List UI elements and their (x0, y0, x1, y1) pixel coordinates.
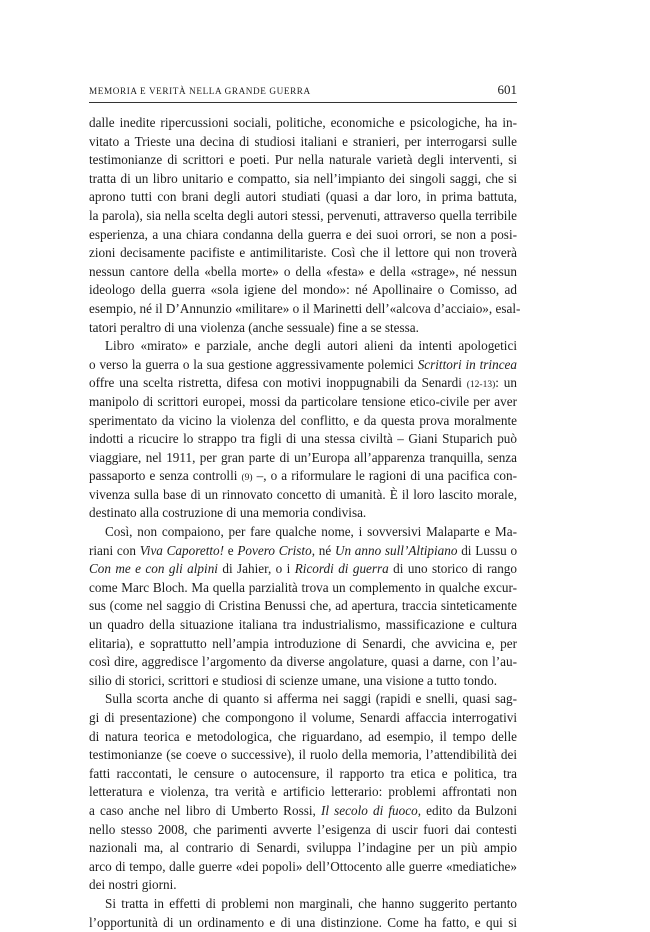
text-segment: di natura teorica e metodologica, che riguardano, ad esempio, il tempo delle (89, 728, 517, 744)
text-segment: riani con (89, 542, 140, 558)
text-segment: la parola), sia nella scelta degli autori stessi, pervenuti, attraverso quella terribile (89, 207, 517, 223)
text-segment: a caso anche nel libro di Umberto Rossi, (89, 802, 321, 818)
text-line (89, 114, 517, 133)
text-line (89, 319, 517, 338)
text-segment: esempio, né il D’Annunzio «militare» o il Marinetti dell’«alcova d’acciaio», esal- (89, 300, 521, 316)
text-segment: elitaria), e soprattutto nell’ampia introduzione di Senardi, che avvicina e, per (89, 635, 517, 651)
text-segment: e (224, 542, 238, 558)
text-line (89, 226, 517, 245)
text-line (89, 374, 517, 393)
text-line (89, 356, 517, 375)
text-line (89, 616, 517, 635)
text-line (89, 690, 517, 709)
text-segment: aprono tutti con brani degli autori studiati (quasi a dar loro, in prima battuta, (89, 189, 517, 205)
text-line (89, 207, 517, 226)
text-line (89, 597, 517, 616)
running-title: MEMORIA E VERITÀ NELLA GRANDE GUERRA (89, 86, 311, 96)
page-number: 601 (497, 82, 517, 97)
text-segment: così dire, aggredisce l’argomento da diverse angolature, quasi a darne, con l’au- (89, 654, 517, 670)
body-text (89, 114, 521, 932)
text-segment: l’opportunità di un ordinamento e di una distinzione. Come ha fatto, e qui si (89, 914, 517, 930)
text-line (89, 244, 517, 263)
text-segment: nazionali ma, al contrario di Senardi, sviluppa l’indagine per un più ampio (89, 840, 517, 856)
italic-title: Con me e con gli alpini (89, 561, 218, 577)
text-segment: –, o a riformulare le ragioni di una pacifica con- (252, 468, 517, 484)
text-segment: , né (311, 542, 335, 558)
text-line (89, 802, 517, 821)
italic-title: Un anno sull’Altipiano (334, 542, 458, 558)
text-segment: nello stesso 2008, che parimenti avverte l’esigenza di uscir fuori dai contesti (89, 821, 517, 837)
text-line (89, 393, 517, 412)
text-line (89, 858, 517, 877)
text-segment: offre una scelta ristretta, difesa con motivi inoppugnabili da Senardi (89, 375, 467, 391)
page-reference: (9) (241, 473, 253, 484)
text-line (89, 746, 517, 765)
text-line (89, 523, 517, 542)
text-segment: tatori peraltro di una violenza (anche sessuale) fine a se stessa. (89, 319, 419, 335)
text-line (89, 337, 517, 356)
text-line (89, 467, 517, 486)
text-line (89, 635, 517, 654)
text-line (89, 170, 517, 189)
text-segment: manipolo di scrittori europei, mossi da particolare tensione etico-civile per aver (89, 393, 517, 409)
text-segment: Così, non compaiono, per fare qualche nome, i sovversivi Malaparte e Ma- (105, 524, 517, 540)
text-line (89, 486, 517, 505)
text-line (89, 133, 517, 152)
text-line (89, 560, 517, 579)
text-segment: o verso la guerra o la sua gestione aggressivamente polemici (89, 356, 418, 372)
text-segment: testimonianze (se coeve o successive), il ruolo della memoria, l’attendibilità dei (89, 747, 517, 763)
text-segment: : un (495, 375, 517, 391)
text-segment: , edito da Bulzoni (417, 802, 517, 818)
text-segment: sus (come nel saggio di Cristina Benussi che, ad apertura, traccia sinteticamente (89, 598, 517, 614)
text-segment: Sulla scorta anche di quanto si afferma nei saggi (rapidi e snelli, quasi sag- (105, 691, 517, 707)
text-line (89, 839, 517, 858)
text-segment: tratta di un libro unitario e compatto, sia nell’impianto dei singoli saggi, che si (89, 170, 517, 186)
text-segment: vitato a Trieste una decina di studiosi italiani e stranieri, per interrogarsi sulle (89, 133, 517, 149)
italic-title: Ricordi di guerra (294, 561, 389, 577)
italic-title: Povero Cristo (237, 542, 312, 558)
text-segment: fatti raccontati, le censure o autocensure, il rapporto tra etica e politica, tra (89, 765, 517, 781)
text-segment: dalle inedite ripercussioni sociali, politiche, economiche e psicologiche, ha in- (89, 115, 517, 130)
text-segment: letteratura e violenza, tra verità e artificio letterario: problemi affrontati non (89, 784, 517, 800)
text-segment: zioni decisamente pacifiste e antimilitariste. Così che il lettore qui non troverà (89, 245, 517, 261)
text-line (89, 263, 517, 282)
page-reference: (12-13) (466, 380, 496, 391)
text-segment: Libro «mirato» e parziale, anche degli autori alieni da intenti apologetici (105, 338, 517, 354)
text-segment: nessun cantore della «bella morte» o della «festa» e della «strage», né nessun (89, 263, 517, 279)
text-line (89, 281, 517, 300)
text-line (89, 709, 517, 728)
text-segment: arco di tempo, dalle guerre «dei popoli» dell’Ottocento alle guerre «mediatiche» (89, 858, 517, 874)
text-line (89, 412, 517, 431)
text-line (89, 653, 517, 672)
text-line (89, 821, 517, 840)
running-header (89, 80, 517, 103)
italic-title: Scrittori in trincea (417, 356, 517, 372)
text-line (89, 876, 517, 895)
text-line (89, 895, 517, 914)
text-line (89, 914, 517, 932)
text-line (89, 728, 517, 747)
text-segment: sperimentato da vicino la violenza del conflitto, e da questa prova moralmente (89, 412, 517, 428)
text-line (89, 300, 521, 319)
text-line (89, 430, 517, 449)
text-segment: di Lussu o (457, 542, 518, 558)
text-line (89, 765, 517, 784)
text-segment: destinato alla costruzione di una memoria condivisa. (89, 505, 367, 521)
text-line (89, 579, 517, 598)
text-segment: passaporto e senza controlli (89, 468, 242, 484)
text-segment: indotti a ricucire lo strappo tra figli di una stessa civiltà – Giani Stuparich può (89, 431, 517, 447)
text-segment: di uno storico di rango (388, 561, 517, 577)
text-line (89, 449, 517, 468)
text-segment: vivenza sulla base di un rinnovato concetto di umanità. È il loro lascito morale, (89, 486, 517, 502)
text-line (89, 504, 517, 523)
text-segment: dei nostri giorni. (89, 877, 177, 893)
text-segment: silio di storici, scrittori e studiosi di scienze umane, una visione a tutto tondo. (89, 672, 498, 688)
text-segment: viaggiare, nel 1911, per gran parte di un’Europa all’apparenza tranquilla, senza (89, 449, 517, 465)
text-line (89, 542, 517, 561)
text-line (89, 783, 517, 802)
text-line (89, 188, 517, 207)
text-line (89, 151, 517, 170)
italic-title: Il secolo di fuoco (320, 802, 418, 818)
text-segment: un quadro della situazione italiana tra industrialismo, massificazione e cultura (89, 617, 517, 633)
text-segment: Si tratta in effetti di problemi non marginali, che hanno suggerito pertanto (105, 895, 517, 911)
italic-title: Viva Caporetto! (139, 542, 225, 558)
text-segment: testimonianze di scrittori e poeti. Pur nella naturale varietà degli interventi, si (89, 152, 517, 168)
text-segment: di Jahier, o i (217, 561, 295, 577)
text-segment: ideologo della guerra «sola igiene del mondo»: né Apollinaire o Comisso, ad (89, 282, 517, 298)
text-segment: gi di presentazione) che compongono il volume, Senardi affaccia interrogativi (89, 710, 517, 725)
text-segment: esperienza, a una chiara condanna della guerra e dei suoi orrori, se non a posi- (89, 226, 517, 242)
text-line (89, 672, 517, 691)
text-segment: come Marc Bloch. Ma quella parzialità trova un complemento in qualche excur- (89, 579, 517, 595)
